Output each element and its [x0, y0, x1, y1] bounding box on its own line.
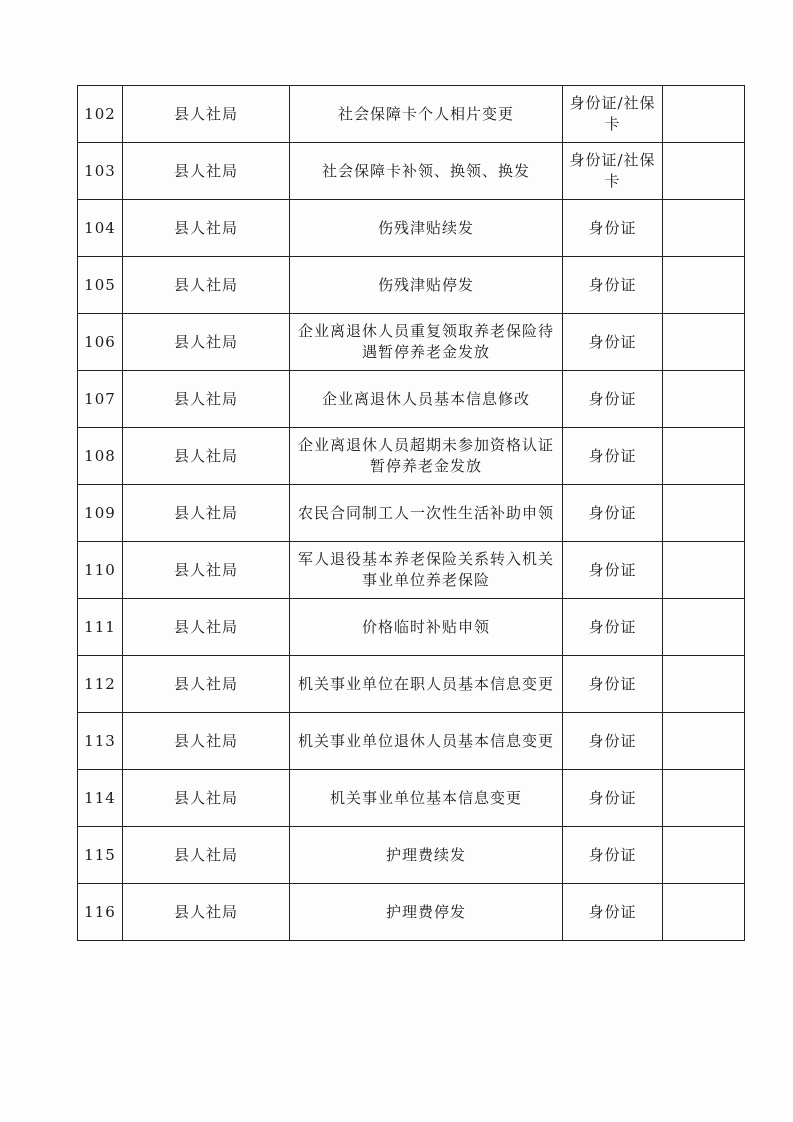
service-item-cell: 企业离退休人员重复领取养老保险待遇暂停养老金发放 — [290, 314, 563, 371]
department-cell: 县人社局 — [123, 542, 290, 599]
remark-cell — [663, 599, 745, 656]
required-document-cell: 身份证 — [563, 542, 663, 599]
service-item-cell: 机关事业单位基本信息变更 — [290, 770, 563, 827]
required-document-cell: 身份证/社保卡 — [563, 86, 663, 143]
department-cell: 县人社局 — [123, 884, 290, 941]
remark-cell — [663, 314, 745, 371]
department-cell: 县人社局 — [123, 257, 290, 314]
table-body — [78, 86, 745, 941]
required-document-cell: 身份证 — [563, 770, 663, 827]
table-row — [78, 200, 745, 257]
remark-cell — [663, 371, 745, 428]
table-row — [78, 713, 745, 770]
remark-cell — [663, 827, 745, 884]
required-document-cell: 身份证 — [563, 713, 663, 770]
row-number: 107 — [78, 371, 123, 428]
row-number: 109 — [78, 485, 123, 542]
row-number: 112 — [78, 656, 123, 713]
remark-cell — [663, 656, 745, 713]
table-row — [78, 542, 745, 599]
service-item-cell: 伤残津贴续发 — [290, 200, 563, 257]
required-document-cell: 身份证 — [563, 371, 663, 428]
service-item-cell: 护理费续发 — [290, 827, 563, 884]
service-item-cell: 军人退役基本养老保险关系转入机关事业单位养老保险 — [290, 542, 563, 599]
table-row — [78, 770, 745, 827]
table-row — [78, 485, 745, 542]
department-cell: 县人社局 — [123, 713, 290, 770]
remark-cell — [663, 143, 745, 200]
table-row — [78, 314, 745, 371]
table-row — [78, 827, 745, 884]
row-number: 105 — [78, 257, 123, 314]
table-row — [78, 599, 745, 656]
service-item-cell: 企业离退休人员超期未参加资格认证暂停养老金发放 — [290, 428, 563, 485]
required-document-cell: 身份证 — [563, 314, 663, 371]
required-document-cell: 身份证 — [563, 485, 663, 542]
row-number: 113 — [78, 713, 123, 770]
remark-cell — [663, 542, 745, 599]
row-number: 104 — [78, 200, 123, 257]
department-cell: 县人社局 — [123, 656, 290, 713]
table-row — [78, 656, 745, 713]
row-number: 103 — [78, 143, 123, 200]
remark-cell — [663, 428, 745, 485]
table-row — [78, 428, 745, 485]
required-document-cell: 身份证 — [563, 257, 663, 314]
service-item-cell: 企业离退休人员基本信息修改 — [290, 371, 563, 428]
service-item-cell: 机关事业单位在职人员基本信息变更 — [290, 656, 563, 713]
table-row — [78, 257, 745, 314]
department-cell: 县人社局 — [123, 143, 290, 200]
remark-cell — [663, 257, 745, 314]
department-cell: 县人社局 — [123, 314, 290, 371]
department-cell: 县人社局 — [123, 371, 290, 428]
service-item-cell: 机关事业单位退休人员基本信息变更 — [290, 713, 563, 770]
remark-cell — [663, 884, 745, 941]
required-document-cell: 身份证 — [563, 884, 663, 941]
department-cell: 县人社局 — [123, 200, 290, 257]
row-number: 108 — [78, 428, 123, 485]
remark-cell — [663, 770, 745, 827]
table-row — [78, 143, 745, 200]
required-document-cell: 身份证 — [563, 428, 663, 485]
row-number: 111 — [78, 599, 123, 656]
department-cell: 县人社局 — [123, 770, 290, 827]
remark-cell — [663, 713, 745, 770]
required-document-cell: 身份证 — [563, 656, 663, 713]
remark-cell — [663, 485, 745, 542]
row-number: 115 — [78, 827, 123, 884]
required-document-cell: 身份证 — [563, 200, 663, 257]
required-document-cell: 身份证/社保卡 — [563, 143, 663, 200]
department-cell: 县人社局 — [123, 428, 290, 485]
department-cell: 县人社局 — [123, 599, 290, 656]
service-items-table — [77, 85, 745, 941]
service-item-cell: 农民合同制工人一次性生活补助申领 — [290, 485, 563, 542]
service-item-cell: 伤残津贴停发 — [290, 257, 563, 314]
service-item-cell: 社会保障卡个人相片变更 — [290, 86, 563, 143]
department-cell: 县人社局 — [123, 485, 290, 542]
table-row — [78, 884, 745, 941]
service-item-cell: 社会保障卡补领、换领、换发 — [290, 143, 563, 200]
row-number: 102 — [78, 86, 123, 143]
service-item-cell: 护理费停发 — [290, 884, 563, 941]
row-number: 110 — [78, 542, 123, 599]
department-cell: 县人社局 — [123, 827, 290, 884]
required-document-cell: 身份证 — [563, 599, 663, 656]
required-document-cell: 身份证 — [563, 827, 663, 884]
row-number: 106 — [78, 314, 123, 371]
row-number: 116 — [78, 884, 123, 941]
remark-cell — [663, 86, 745, 143]
row-number: 114 — [78, 770, 123, 827]
department-cell: 县人社局 — [123, 86, 290, 143]
table-row — [78, 371, 745, 428]
remark-cell — [663, 200, 745, 257]
service-item-cell: 价格临时补贴申领 — [290, 599, 563, 656]
table-row — [78, 86, 745, 143]
